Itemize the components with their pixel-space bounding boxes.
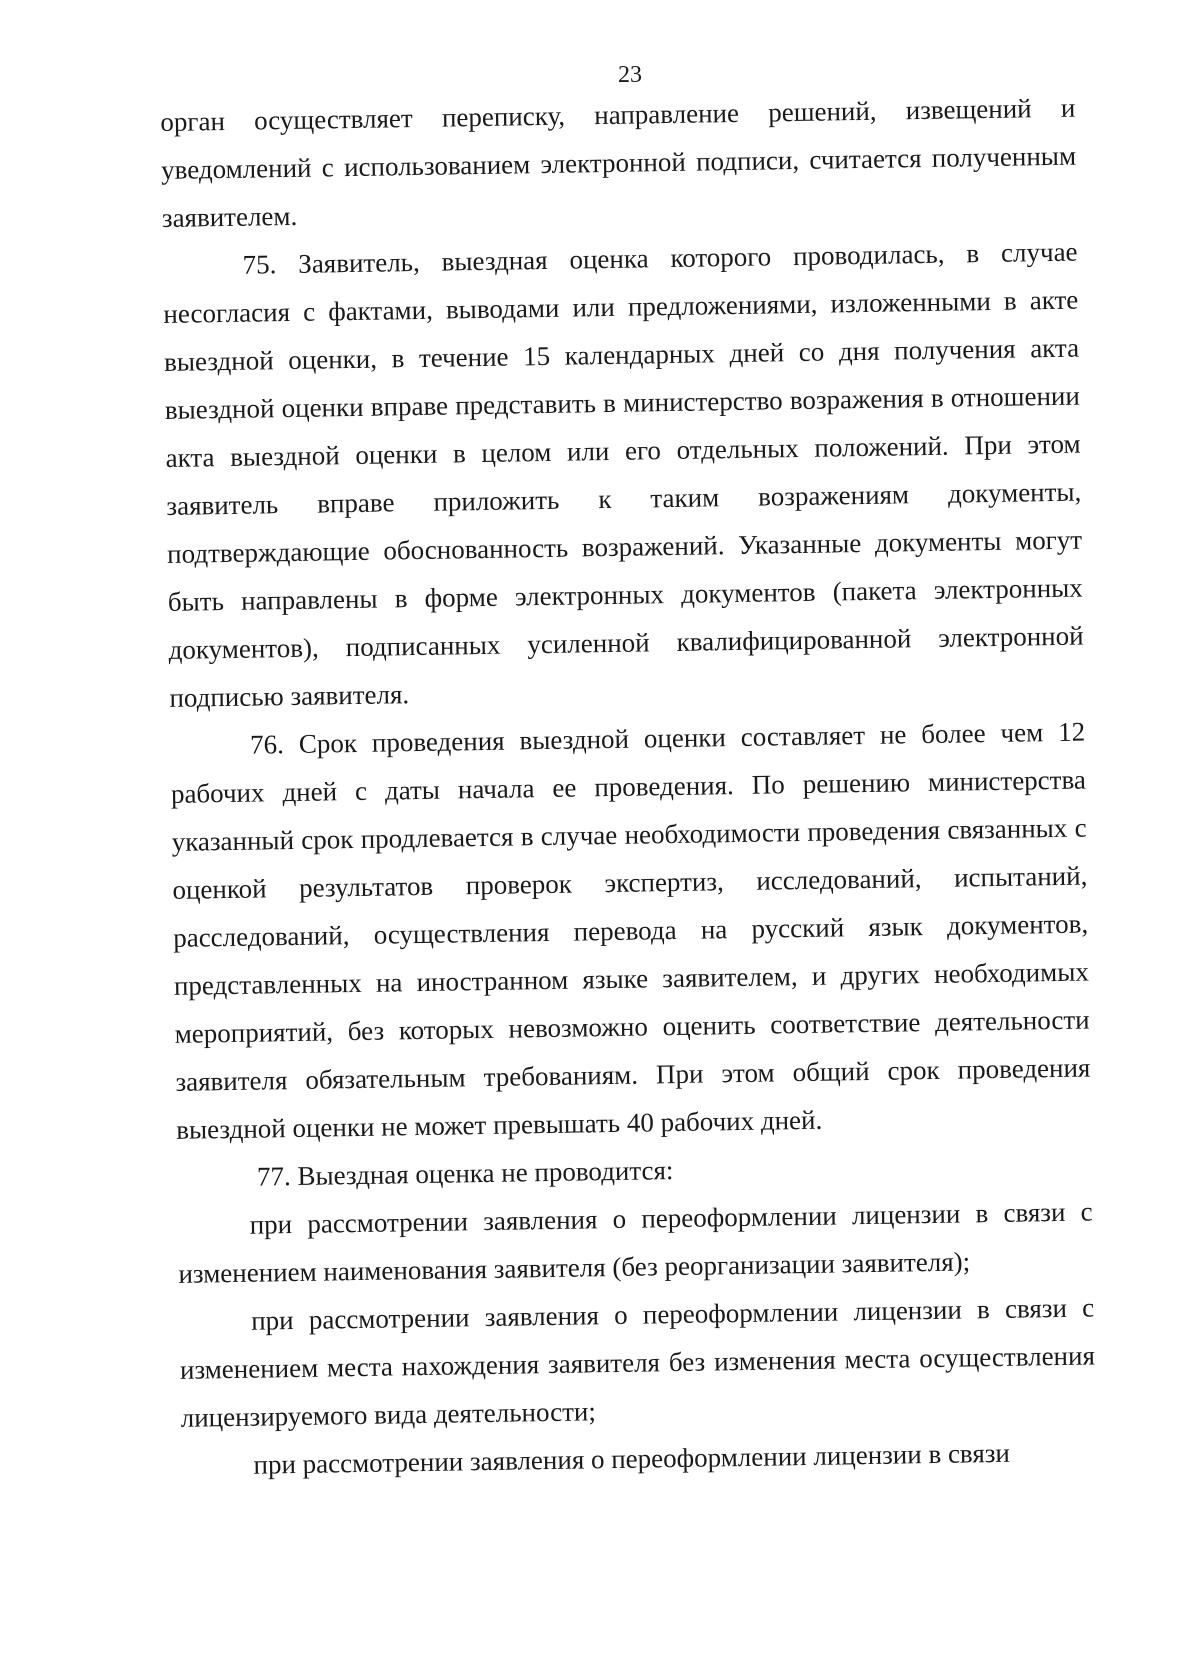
paragraph-77: 77. Выездная оценка не проводится: (256, 1155, 674, 1192)
list-item: при рассмотрении заявления о переоформлении лицензии в связи с изменением места нахождения заявителя без изменения места осуществления лицензируемого вида деятельности; (179, 1292, 1096, 1433)
paragraph-76: 76. Срок проведения выездной оценки составляет не более чем 12 рабочих дней с даты начала ее проведения. По решению министерства указанный срок продлевается в случае необходимости проведения связанных с оценкой результатов проверок экспертиз, исследований, испытаний, расследований, осуществления перевода на русский язык документов, представленных на иностранном языке заявителем, и других необходимых мероприятий, без которых невозможно оценить соответствие деятельности заявителя обязательным требованиям. При этом общий срок проведения выездной оценки не может превышать 40 рабочих дней. (170, 716, 1091, 1145)
paragraph-continuation: орган осуществляет переписку, направление решений, извещений и уведомлений с использованием электронной подписи, считается полученным заявителем. (160, 92, 1077, 233)
document-body (160, 84, 1097, 1490)
paragraph-75: 75. Заявитель, выездная оценка которого проводилась, в случае несогласия с фактами, выводами или предложениями, изложенными в акте выездной оценки, в течение 15 календарных дней со дня получения акта выездной оценки вправе представить в министерство возражения в отношении акта выездной оценки в целом или его отдельных положений. При этом заявитель вправе приложить к таким возражениям документы, подтверждающие обоснованность возражений. Указанные документы могут быть направлены в форме электронных документов (пакета электронных документов), подписанных усиленной квалифицированной электронной подписью заявителя. (163, 236, 1084, 713)
page-number: 23 (618, 62, 642, 88)
list-item: при рассмотрении заявления о переоформлении лицензии в связи (253, 1437, 1011, 1480)
list-item: при рассмотрении заявления о переоформлении лицензии в связи с изменением наименования заявителя (без реорганизации заявителя); (178, 1196, 1093, 1289)
